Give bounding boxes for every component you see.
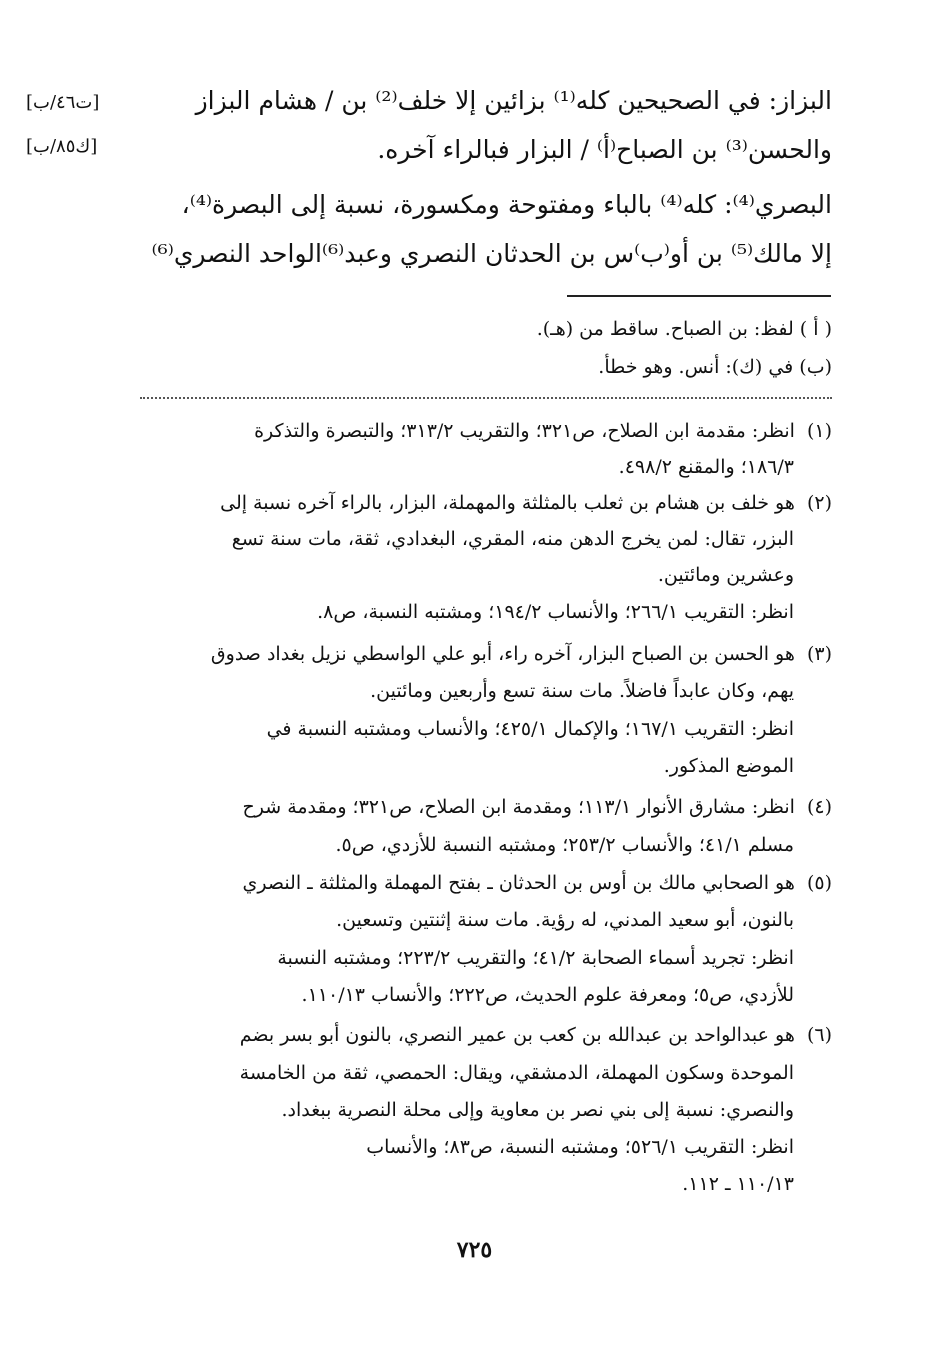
footnote-text: هو الحسن بن الصباح البزار، آخره راء، أبو علي الواسطي نزيل بغداد صدوق xyxy=(210,643,795,665)
footnote-line: البزر، تقال: لمن يخرج الدهن منه، المقري، البغدادي، ثقة، مات سنة تسع xyxy=(231,528,794,550)
footnote-number: (٥) xyxy=(806,872,832,894)
footnote-number: (٤) xyxy=(806,796,832,818)
footnote-line: الموحدة وسكون المهملة، الدمشقي، ويقال: الحمصي، ثقة من الخامسة xyxy=(239,1062,794,1084)
footnote-line: الموضع المذكور. xyxy=(663,755,794,777)
footnote-line: ١٨٦/٣؛ والمقنع ٤٩٨/٢. xyxy=(618,456,794,478)
footnote-line: انظر: التقريب ١٦٧/١؛ والإكمال ٤٢٥/١؛ والأنساب ومشتبه النسبة في xyxy=(266,718,794,740)
footnote-text: هو الصحابي مالك بن أوس بن الحدثان ـ بفتح المهملة والمثلثة ـ النصري xyxy=(242,872,795,894)
page-number: ٧٢٥ xyxy=(456,1237,493,1263)
main-text-line: والحسن⁽³⁾ بن الصباح⁽أ⁾ / البزار فبالراء آخره. xyxy=(377,135,832,164)
footnote-line xyxy=(138,643,832,665)
footnote-text: انظر: مشارق الأنوار ١١٣/١؛ ومقدمة ابن الصلاح، ص٣٢١؛ ومقدمة شرح xyxy=(242,796,795,818)
footnote-line xyxy=(138,1024,832,1046)
dotted-separator xyxy=(140,397,832,399)
margin-note-folio-t: [ت٤٦/ب] xyxy=(26,92,100,113)
margin-note-folio-k: [ك٨٥/ب] xyxy=(26,136,98,157)
footnote-line: للأزدي، ص٥؛ ومعرفة علوم الحديث، ص٢٢٢؛ والأنساب ١١٠/١٣. xyxy=(301,984,794,1006)
footnote-line xyxy=(138,420,832,442)
main-text-line: إلا مالك⁽⁵⁾ بن أو⁽ب⁾س بن الحدثان النصري وعبد⁽⁶⁾الواحد النصري⁽⁶⁾ xyxy=(151,239,832,268)
footnote-line: مسلم ٤١/١؛ والأنساب ٢٥٣/٢؛ ومشتبه النسبة للأزدي، ص٥. xyxy=(335,834,794,856)
footnote-number: (٣) xyxy=(806,643,832,665)
footnote-line xyxy=(138,872,832,894)
footnote-separator-rule xyxy=(567,295,831,297)
footnote-line: والنصري: نسبة إلى بني نصر بن معاوية وإلى محلة النصرية ببغداد. xyxy=(281,1099,794,1121)
footnote-line: انظر: التقريب ٢٦٦/١؛ والأنساب ١٩٤/٢؛ ومشتبه النسبة، ص٨. xyxy=(317,601,794,623)
footnote-line: وعشرين ومائتين. xyxy=(657,564,794,586)
variant-note: (ب) في (ك): أنس. وهو خطأ. xyxy=(598,356,832,378)
footnote-text: هو خلف بن هشام بن ثعلب بالمثلثة والمهملة، البزار، بالراء آخره نسبة إلى xyxy=(220,492,795,514)
footnote-line xyxy=(138,796,832,818)
main-text-line: البزاز: في الصحيحين كله⁽¹⁾ بزائين إلا خلف⁽²⁾ بن / هشام البزاز xyxy=(195,86,832,115)
footnote-number: (٦) xyxy=(806,1024,832,1046)
footnote-line: ١١٠/١٣ ـ ١١٢. xyxy=(682,1173,794,1195)
footnote-line: انظر: التقريب ٥٢٦/١؛ ومشتبه النسبة، ص٨٣؛ والأنساب xyxy=(366,1136,794,1158)
footnote-line: انظر: تجريد أسماء الصحابة ٤١/٢؛ والتقريب ٢٢٣/٢؛ ومشتبه النسبة xyxy=(277,947,794,969)
variant-note: ( أ ) لفظ: بن الصباح. ساقط من (هـ). xyxy=(536,318,832,340)
footnote-number: (١) xyxy=(806,420,832,442)
footnote-text: هو عبدالواحد بن عبدالله بن كعب بن عمير النصري، بالنون أبو بسر بضم xyxy=(239,1024,795,1046)
footnote-number: (٢) xyxy=(806,492,832,514)
footnote-line: بالنون، أبو سعيد المدني، له رؤية. مات سنة إثنتين وتسعين. xyxy=(336,909,794,931)
footnote-line xyxy=(138,492,832,514)
footnote-line: يهم، وكان عابداً فاضلاً. مات سنة تسع وأربعين ومائتين. xyxy=(370,680,794,702)
footnote-text: انظر: مقدمة ابن الصلاح، ص٣٢١؛ والتقريب ٣١٣/٢؛ والتبصرة والتذكرة xyxy=(254,420,795,442)
main-text-line: البصري⁽⁴⁾: كله⁽⁴⁾ بالباء ومفتوحة ومكسورة، نسبة إلى البصرة⁽⁴⁾، xyxy=(181,190,832,219)
